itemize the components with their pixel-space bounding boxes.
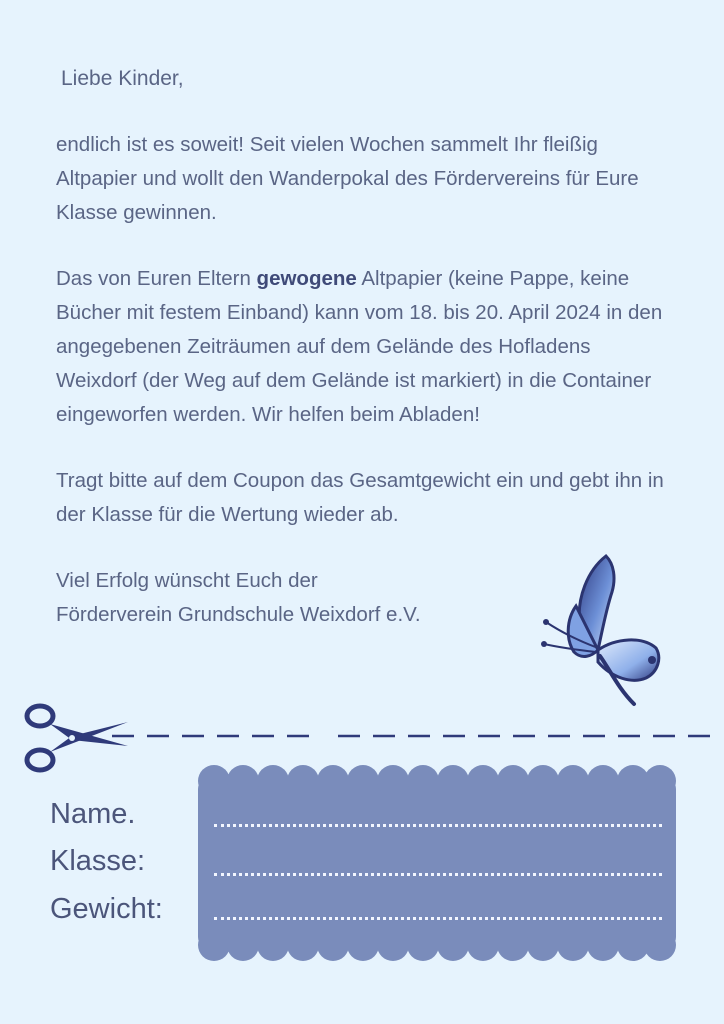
letter <box>56 62 676 632</box>
class-field[interactable] <box>214 873 662 876</box>
scissors-icon <box>20 700 132 778</box>
cut-line <box>112 734 716 738</box>
instructions-text-end: Altpapier (keine Pappe, keine Bücher mit festem Einband) kann vom 18. bis 20. April 2024 in den angegebenen Zeiträumen auf dem Gelände des Hofladens Weixdorf (der Weg auf dem Gelände ist markiert) in die Container eingeworfen werden. Wir helfen beim Abladen! <box>56 267 663 426</box>
intro-paragraph: endlich ist es soweit! Seit vielen Wochen sammelt Ihr fleißig Altpapier und wollt den Wanderpokal des Fördervereins für Eure Klasse gewinnen. <box>56 133 639 224</box>
name-field[interactable] <box>214 824 662 827</box>
class-label: Klasse: <box>50 845 146 877</box>
instructions-text-start: Das von Euren Eltern <box>56 267 257 290</box>
emphasis-weighed: gewogene <box>256 267 357 290</box>
instructions-paragraph <box>56 262 676 432</box>
weight-field[interactable] <box>214 917 662 920</box>
name-label: Name. <box>50 798 136 830</box>
coupon-box <box>198 765 676 961</box>
closing-signature: Förderverein Grundschule Weixdorf e.V. <box>56 603 421 626</box>
closing-line-1: Viel Erfolg wünscht Euch der <box>56 569 318 592</box>
greeting: Liebe Kinder, <box>61 67 184 90</box>
coupon-instructions-paragraph: Tragt bitte auf dem Coupon das Gesamtgewicht ein und gebt ihn in der Klasse für die Wertung wieder ab. <box>56 469 664 526</box>
weight-label: Gewicht: <box>50 893 163 925</box>
butterfly-icon <box>536 552 666 712</box>
